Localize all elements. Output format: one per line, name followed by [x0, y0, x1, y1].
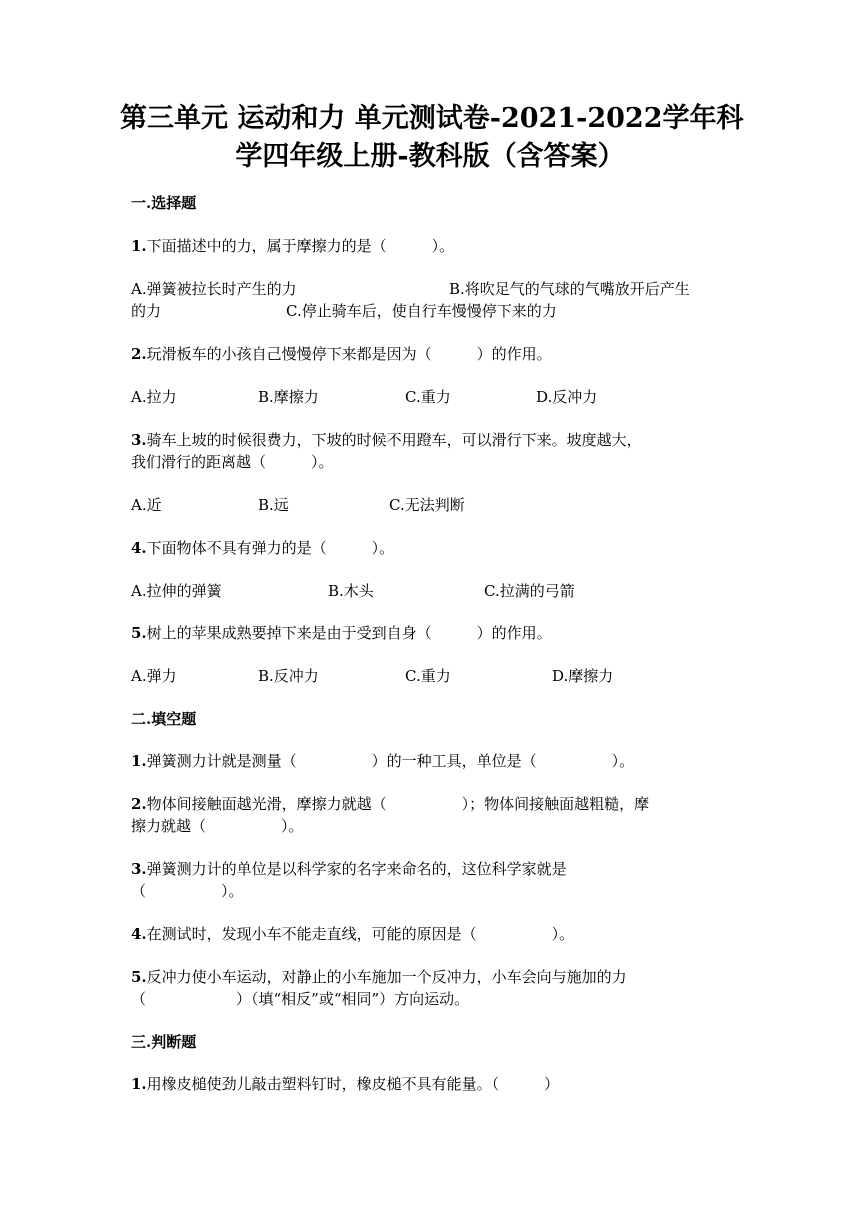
question-text: 玩滑板车的小孩自己慢慢停下来都是因为（ ）的作用。	[146, 345, 552, 363]
option-a: A.弹力	[131, 667, 177, 685]
question-2-5	[131, 966, 627, 1010]
question-number: 3.	[131, 431, 147, 449]
option-a: A.弹簧被拉长时产生的力	[131, 280, 297, 298]
title-line-1: 第三单元 运动和力 单元测试卷-2021-2022学年科	[120, 103, 744, 134]
option-c: C.拉满的弓箭	[484, 582, 575, 600]
question-2-3	[131, 858, 567, 902]
option-b-continued: 的力	[131, 302, 162, 320]
question-2-4	[131, 923, 574, 945]
question-1-1	[131, 235, 454, 257]
option-a: A.拉伸的弹簧	[131, 582, 222, 600]
question-number: 1.	[131, 237, 147, 255]
question-number: 5.	[131, 968, 147, 986]
question-number: 5.	[131, 624, 147, 642]
option-c: C.重力	[405, 388, 451, 406]
page-title	[120, 100, 744, 176]
question-number: 2.	[131, 345, 147, 363]
question-text: 用橡皮槌使劲儿敲击塑料钉时，橡皮槌不具有能量。（ ）	[146, 1075, 560, 1093]
question-text-line-1: 反冲力使小车运动，对静止的小车施加一个反冲力，小车会向与施加的力	[146, 968, 627, 986]
question-number: 4.	[131, 925, 147, 943]
section-heading-choice: 一.选择题	[131, 194, 197, 212]
option-a: A.拉力	[131, 388, 177, 406]
question-text: 下面描述中的力，属于摩擦力的是（ ）。	[146, 237, 455, 255]
question-text-line-2: （ ）（填“相反”或“相同”）方向运动。	[131, 990, 470, 1008]
question-number: 3.	[131, 860, 147, 878]
option-b: B.将吹足气的气球的气嘴放开后产生	[449, 280, 690, 298]
question-text: 弹簧测力计就是测量（ ）的一种工具，单位是（ ）。	[146, 752, 635, 770]
option-d: D.摩擦力	[552, 667, 614, 685]
option-c: C.停止骑车后，使自行车慢慢停下来的力	[286, 302, 557, 320]
question-2-1	[131, 750, 634, 772]
question-text: 在测试时，发现小车不能走直线，可能的原因是（ ）。	[146, 925, 575, 943]
question-2-2	[131, 793, 649, 837]
question-1-3	[131, 429, 642, 473]
question-1-5	[131, 622, 552, 644]
question-text-line-2: （ ）。	[131, 882, 244, 900]
option-c: C.重力	[405, 667, 451, 685]
question-1-4	[131, 537, 394, 559]
question-text-line-2: 我们滑行的距离越（ ）。	[131, 453, 334, 471]
question-number: 2.	[131, 795, 147, 813]
option-a: A.近	[131, 496, 162, 514]
option-b: B.摩擦力	[258, 388, 319, 406]
option-b: B.木头	[328, 582, 374, 600]
question-text-line-1: 弹簧测力计的单位是以科学家的名字来命名的，这位科学家就是	[146, 860, 567, 878]
title-line-2: 学四年级上册-教科版（含答案）	[235, 141, 625, 172]
section-heading-fill-blank: 二.填空题	[131, 710, 197, 728]
question-text-line-1: 骑车上坡的时候很费力，下坡的时候不用蹬车，可以滑行下来。坡度越大，	[146, 431, 642, 449]
option-b: B.远	[258, 496, 289, 514]
question-1-2	[131, 343, 552, 365]
question-number: 1.	[131, 1075, 147, 1093]
section-heading-true-false: 三.判断题	[131, 1033, 197, 1051]
question-number: 1.	[131, 752, 147, 770]
option-c: C.无法判断	[389, 496, 465, 514]
question-text-line-2: 擦力就越（ ）。	[131, 817, 304, 835]
option-b: B.反冲力	[258, 667, 319, 685]
question-number: 4.	[131, 539, 147, 557]
question-text: 树上的苹果成熟要掉下来是由于受到自身（ ）的作用。	[146, 624, 552, 642]
question-text-line-1: 物体间接触面越光滑，摩擦力就越（ ）；物体间接触面越粗糙，摩	[146, 795, 650, 813]
question-text: 下面物体不具有弹力的是（ ）。	[146, 539, 395, 557]
question-3-1	[131, 1073, 559, 1095]
option-d: D.反冲力	[536, 388, 598, 406]
